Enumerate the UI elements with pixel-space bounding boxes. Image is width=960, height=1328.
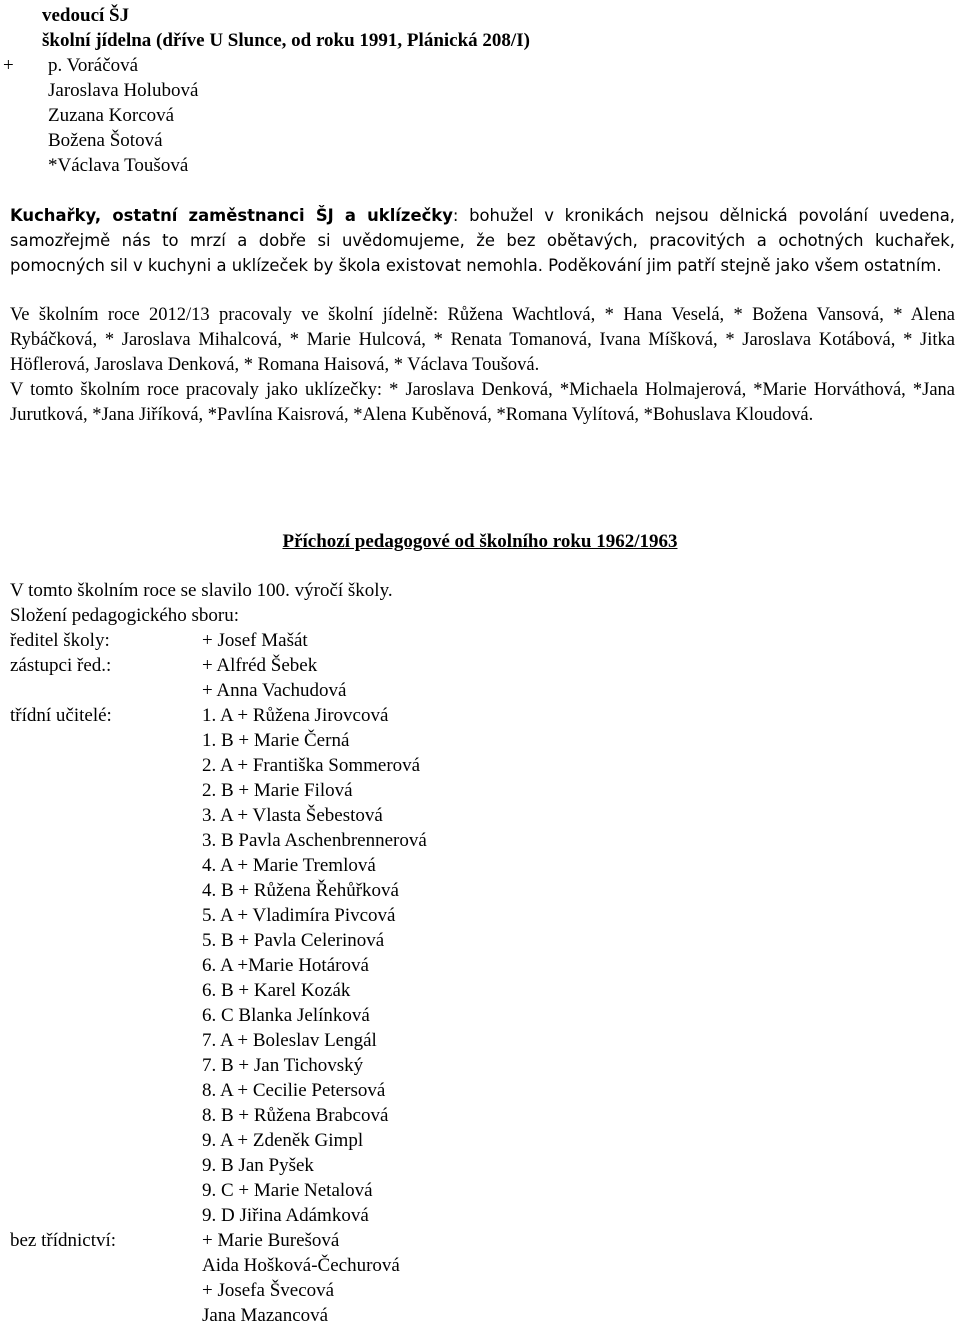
label-class-teachers: třídní učitelé: <box>10 705 112 726</box>
roster-entry: 6. A +Marie Hotárová <box>202 955 369 976</box>
roster-entry: 2. A + Františka Sommerová <box>202 755 421 776</box>
canteen-staff-1: p. Voráčová <box>48 55 139 76</box>
kitchen-heading: Kuchařky, ostatní zaměstnanci ŠJ a uklízečky <box>10 206 453 225</box>
section-title: Příchozí pedagogové od školního roku 1962/1963 <box>282 531 678 552</box>
roster-entry: 8. A + Cecilie Petersová <box>202 1080 386 1101</box>
roster-entry: 3. B Pavla Aschenbrennerová <box>202 830 427 851</box>
roster-entry: 6. C Blanka Jelínková <box>202 1005 370 1026</box>
kitchen-section <box>10 203 955 278</box>
label-director: ředitel školy: <box>10 630 110 651</box>
roster-entry: 5. B + Pavla Celerinová <box>202 930 385 951</box>
roster-entry: + Josefa Švecová <box>202 1280 335 1301</box>
roster-entry: + Marie Burešová <box>202 1230 340 1251</box>
canteen-staff-2: Jaroslava Holubová <box>48 80 199 101</box>
roster-entry: Jana Mazancová <box>202 1305 329 1326</box>
roster-entry: 9. B Jan Pyšek <box>202 1155 314 1176</box>
canteen-staff-3: Zuzana Korcová <box>48 105 175 126</box>
roster-entry: 4. A + Marie Tremlová <box>202 855 376 876</box>
roster-entry: 4. B + Růžena Řehůřková <box>202 880 399 901</box>
plus-mark: + <box>3 55 14 76</box>
cleaners-text: V tomto školním roce pracovaly jako uklízečky: * Jaroslava Denková, *Michaela Holmajerová, *Marie Horváthová, *Jana Jurutková, *Jana Jiříková, *Pavlína Kaisrová, *Alena Kuběnová, *Romana Vylítová, *Bohuslava Kloudová. <box>10 380 955 425</box>
kitchen-text: : bohužel v kronikách nejsou dělnická povolání uvedena, samozřejmě nás to mrzí a dobře si uvědomujeme, že bez obětavých, pracovitých a ochotných kuchařek, pomocných sil v kuchyni a uklízeček by škola existovat nemohla. Poděkování jim patří stejně jako všem ostatním. <box>10 206 956 275</box>
label-no-class: bez třídnictví: <box>10 1230 117 1251</box>
canteen-line: školní jídelna (dříve U Slunce, od roku 1991, Plánická 208/I) <box>42 30 530 51</box>
roster-entry: 6. B + Karel Kozák <box>202 980 351 1001</box>
roster-entry: + Josef Mašát <box>202 630 308 651</box>
canteen-staff-4: Božena Šotová <box>48 130 163 151</box>
roster-entry: 7. A + Boleslav Lengál <box>202 1030 377 1051</box>
roster-entry: 1. A + Růžena Jirovcová <box>202 705 389 726</box>
roster-entry: 9. A + Zdeněk Gimpl <box>202 1130 364 1151</box>
roster-entry: Aida Hošková-Čechurová <box>202 1255 400 1276</box>
roster-entry: 9. C + Marie Netalová <box>202 1180 373 1201</box>
roster-entry: 9. D Jiřina Adámková <box>202 1205 369 1226</box>
roster-entry: 2. B + Marie Filová <box>202 780 353 801</box>
roster-entry: 8. B + Růžena Brabcová <box>202 1105 389 1126</box>
roster-entry: 3. A + Vlasta Šebestová <box>202 805 383 826</box>
role-line: vedoucí ŠJ <box>42 5 130 26</box>
cooks-paragraph <box>10 303 955 378</box>
roster-entry: 1. B + Marie Černá <box>202 730 350 751</box>
roster-entry: + Anna Vachudová <box>202 680 347 701</box>
label-deputies: zástupci řed.: <box>10 655 112 676</box>
roster-entry: + Alfréd Šebek <box>202 655 318 676</box>
canteen-staff-5: *Václava Toušová <box>48 155 189 176</box>
cleaners-paragraph <box>10 378 955 428</box>
roster-entry: 5. A + Vladimíra Pivcová <box>202 905 396 926</box>
anniversary-line: V tomto školním roce se slavilo 100. výročí školy. <box>10 580 393 601</box>
staff-roster <box>202 628 427 1328</box>
cooks-text: Ve školním roce 2012/13 pracovaly ve školní jídelně: Růžena Wachtlová, * Hana Veselá, * Božena Vansová, * Alena Rybáčková, * Jaroslava Mihalcová, * Marie Hulcová, * Renata Tomanová, Ivana Míšková, * Jaroslava Kotábová, * Jitka Höflerová, Jaroslava Denková, * Romana Haisová, * Václava Toušová. <box>10 305 955 375</box>
roster-entry: 7. B + Jan Tichovský <box>202 1055 364 1076</box>
staff-heading: Složení pedagogického sboru: <box>10 605 240 626</box>
